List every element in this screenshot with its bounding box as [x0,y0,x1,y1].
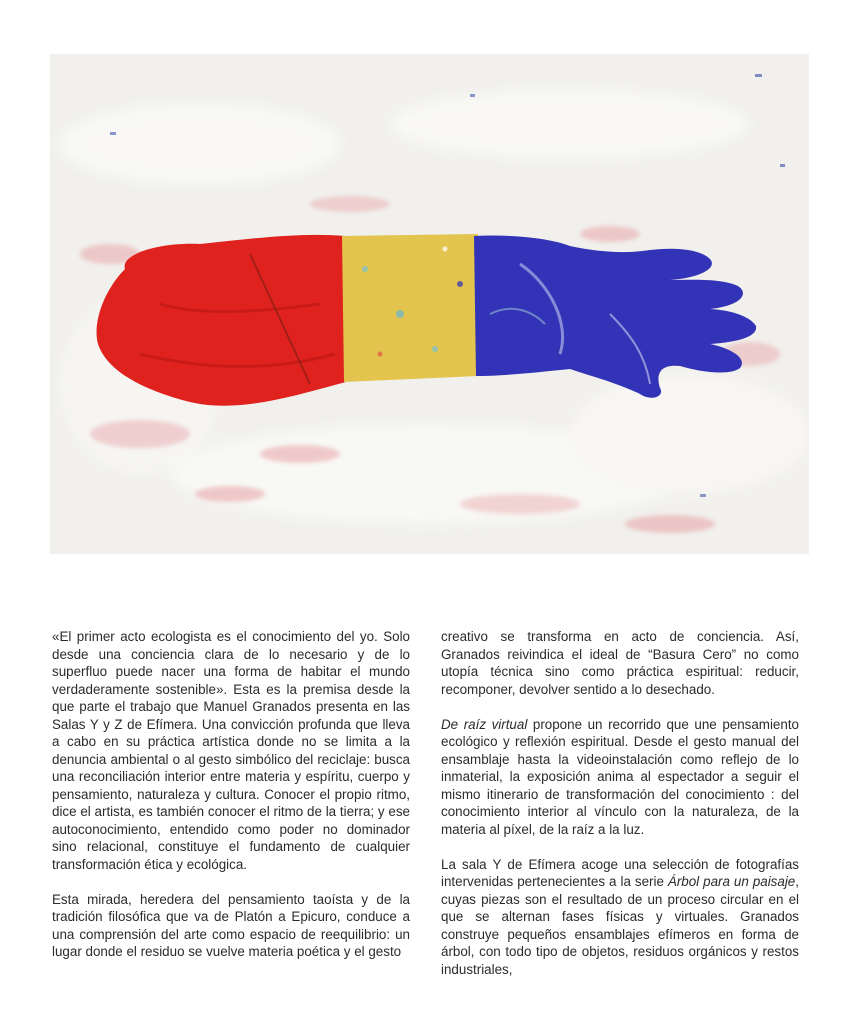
right-paragraph-1: creativo se transforma en acto de conciencia. Así, Granados reivindica el ideal de “Basura Cero” no como utopía técnica sino como práctica espiritual: reducir, recomponer, devolver sentido a lo desechado. [441,629,799,697]
glove-arm-painting [50,54,809,554]
right-paragraph-2-text: propone un recorrido que une pensamiento ecológico y reflexión espiritual. Desde el gesto manual del ensamblaje hasta la videoinstalación como reflejo de lo inmaterial, la exposición anima al espectador a seguir el mismo itinerario de transformación del conocimiento : del conocimiento interior al vínculo con la naturaleza, de la materia al píxel, de la raíz a la luz. [441,716,799,837]
text-column-right [441,628,799,996]
left-paragraph-2: Esta mirada, heredera del pensamiento taoísta y de la tradición filosófica que va de Platón a Epicuro, conduce a una comprensión del arte como espacio de reequilibrio: un lugar donde el residuo se vuelve materia poética y el gesto [52,891,410,959]
right-paragraph-3-text-a: La sala Y de Efímera acoge una selección de fotografías intervenidas pertenecientes a la serie [441,856,799,889]
right-paragraph-3-text-b: , cuyas piezas son el resultado de un proceso circular en el que se alternan fases físicas y virtuales. Granados construye pequeños ensamblajes efímeros en forma de árbol, con todo tipo de objetos, residuos orgánicos y restos industriales, [441,874,799,977]
yellow-band [342,234,478,382]
right-paragraph-2 [441,716,799,839]
exhibition-title: De raíz virtual [441,716,528,732]
text-column-left [52,628,410,978]
right-paragraph-3 [441,856,799,979]
left-paragraph-1: «El primer acto ecologista es el conocimiento del yo. Solo desde una conciencia clara de lo necesario y de lo superfluo puede nacer una forma de habitar el mundo verdaderamente sostenible». Esta es la premisa desde la que parte el trabajo que Manuel Granados presenta en las Salas Y y Z de Efímera. Una convicción profunda que lleva a cabo en su práctica artística donde no se limita a la denuncia ambiental o al gesto simbólico del reciclaje: busca una reconciliación interior entre materia y espíritu, cuerpo y pensamiento, naturaleza y cultura. Conocer el propio ritmo, dice el artista, es también conocer el ritmo de la tierra; y ese autoconocimiento, entendido como poder no dominador sino relacional, constituye el fundamento de cualquier transformación ética y ecológica. [52,629,410,872]
series-title: Árbol para un paisaje [667,874,796,889]
artwork-image [50,54,809,554]
